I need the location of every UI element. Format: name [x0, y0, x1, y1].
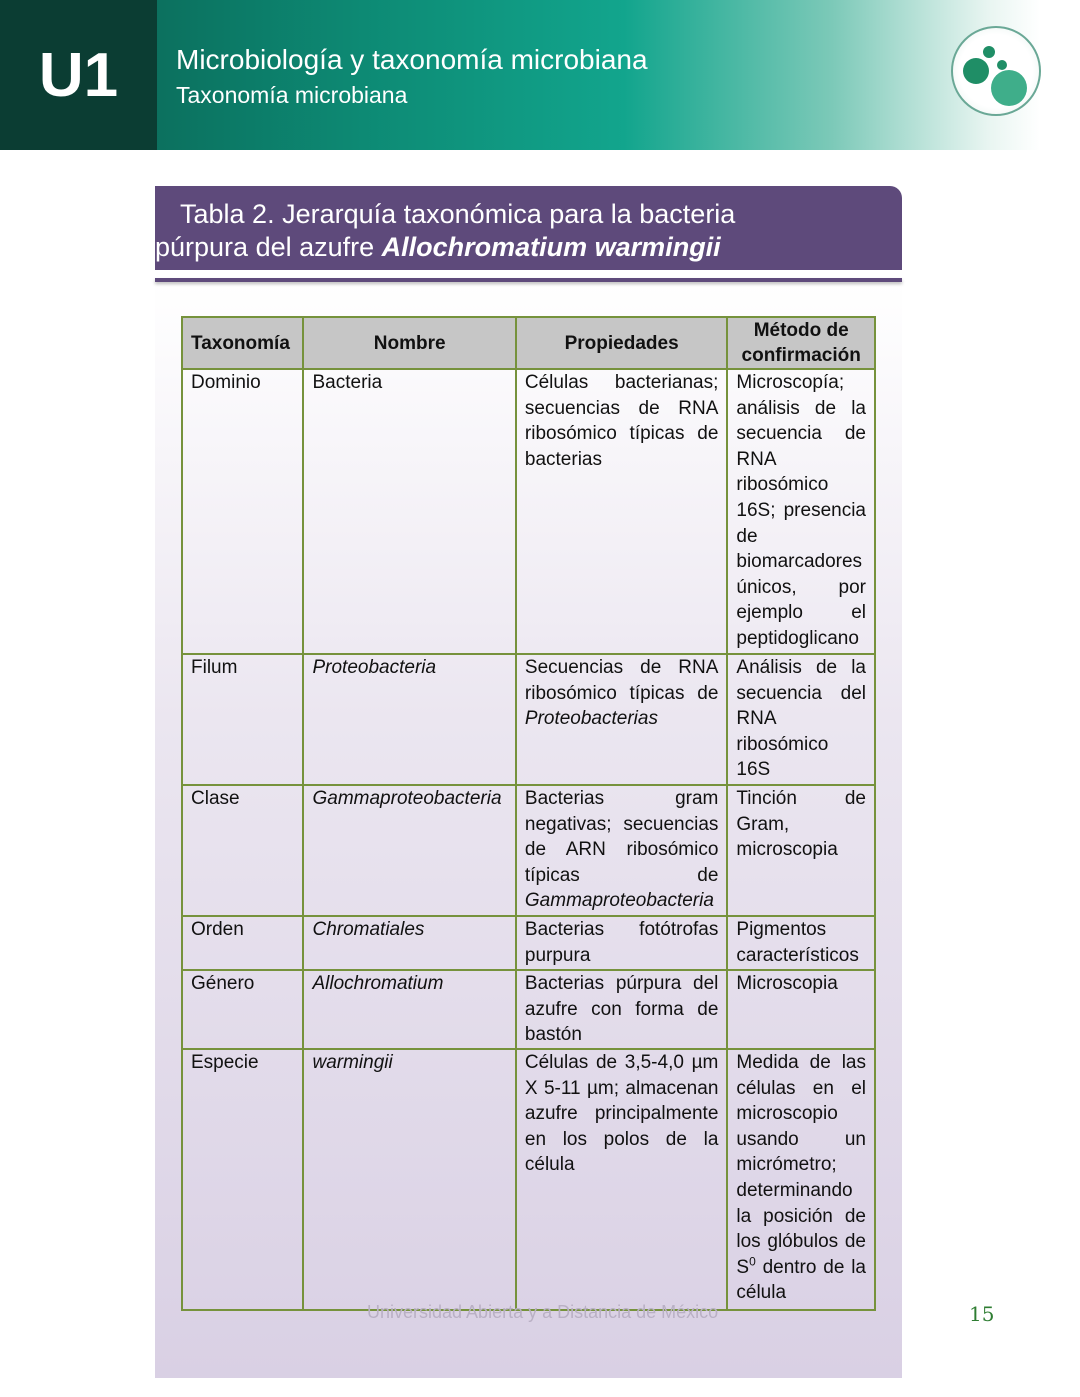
props-cell: Bacterias fotótrofas purpura: [516, 916, 728, 970]
props-cell: Bacterias púrpura del azufre con forma de bastón: [516, 970, 728, 1049]
method-text-end: dentro de la célula: [736, 1256, 866, 1304]
props-cell: [516, 654, 728, 785]
caption-line1: Tabla 2. Jerarquía taxonómica para la bacteria: [180, 199, 736, 229]
name-cell: Bacteria: [303, 369, 515, 654]
col-header: Propiedades: [516, 317, 728, 369]
caption-species: Allochromatium warmingii: [381, 232, 721, 262]
props-cell: Células bacterianas; secuencias de RNA ribosómico típicas de bacterias: [516, 369, 728, 654]
name-cell: Proteobacteria: [312, 657, 437, 678]
section-title: Taxonomía microbiana: [176, 82, 408, 108]
table-row: [182, 916, 875, 970]
col-header: Método de confirmación: [727, 317, 875, 369]
method-text: Medida de las células en el microscopio usando un micrómetro; determinando la posición de los glóbulos de S: [736, 1052, 866, 1278]
rank-cell: Orden: [182, 916, 303, 970]
method-cell: Microscopía; análisis de la secuencia de RNA ribosómico 16S; presencia de biomarcadores únicos, por ejemplo el peptidoglicano: [727, 369, 875, 654]
name-cell: Allochromatium: [312, 973, 444, 994]
table-row: [182, 970, 875, 1049]
table-row: [182, 785, 875, 916]
col-header: Nombre: [303, 317, 515, 369]
name-cell: warmingii: [312, 1052, 393, 1073]
method-cell: Microscopia: [727, 970, 875, 1049]
unit-label: U1: [0, 0, 157, 150]
name-cell: Gammaproteobacteria: [312, 788, 502, 809]
rank-cell: Género: [182, 970, 303, 1049]
method-cell: Análisis de la secuencia del RNA ribosómico 16S: [727, 654, 875, 785]
caption-divider: [155, 278, 902, 282]
footer-watermark: Universidad Abierta y a Distancia de México: [367, 1302, 719, 1322]
props-cell: Células de 3,5-4,0 µm X 5-11 µm; almacenan azufre principalmente en los polos de la célula: [516, 1049, 728, 1310]
props-cell: [516, 785, 728, 916]
table-row: [182, 369, 875, 654]
rank-cell: Clase: [182, 785, 303, 916]
method-cell: Tinción de Gram, microscopia: [727, 785, 875, 916]
superscript: 0: [749, 1254, 756, 1269]
table-row: [182, 654, 875, 785]
rank-cell: Especie: [182, 1049, 303, 1310]
method-cell: Pigmentos característicos: [727, 916, 875, 970]
rank-cell: Filum: [182, 654, 303, 785]
method-cell: [727, 1049, 875, 1310]
logo-icon: [951, 26, 1041, 116]
rank-cell: Dominio: [182, 369, 303, 654]
taxonomy-table: [181, 316, 876, 1311]
props-italic: Proteobacterias: [524, 708, 658, 730]
col-header: Taxonomía: [182, 317, 303, 369]
props-text: Secuencias de RNA ribosómico típicas de: [524, 657, 719, 704]
table-caption: [155, 186, 902, 270]
props-italic: Gammaproteobacteria: [524, 890, 714, 912]
props-text: Bacterias gram negativas; secuencias de ARN ribosómico típicas de: [524, 788, 719, 886]
table-header-row: [182, 317, 875, 369]
caption-line2: púrpura del azufre: [155, 232, 382, 262]
name-cell: Chromatiales: [312, 919, 425, 940]
course-title: Microbiología y taxonomía microbiana: [176, 44, 648, 75]
table-row: [182, 1049, 875, 1310]
page-number: 15: [969, 1302, 995, 1326]
